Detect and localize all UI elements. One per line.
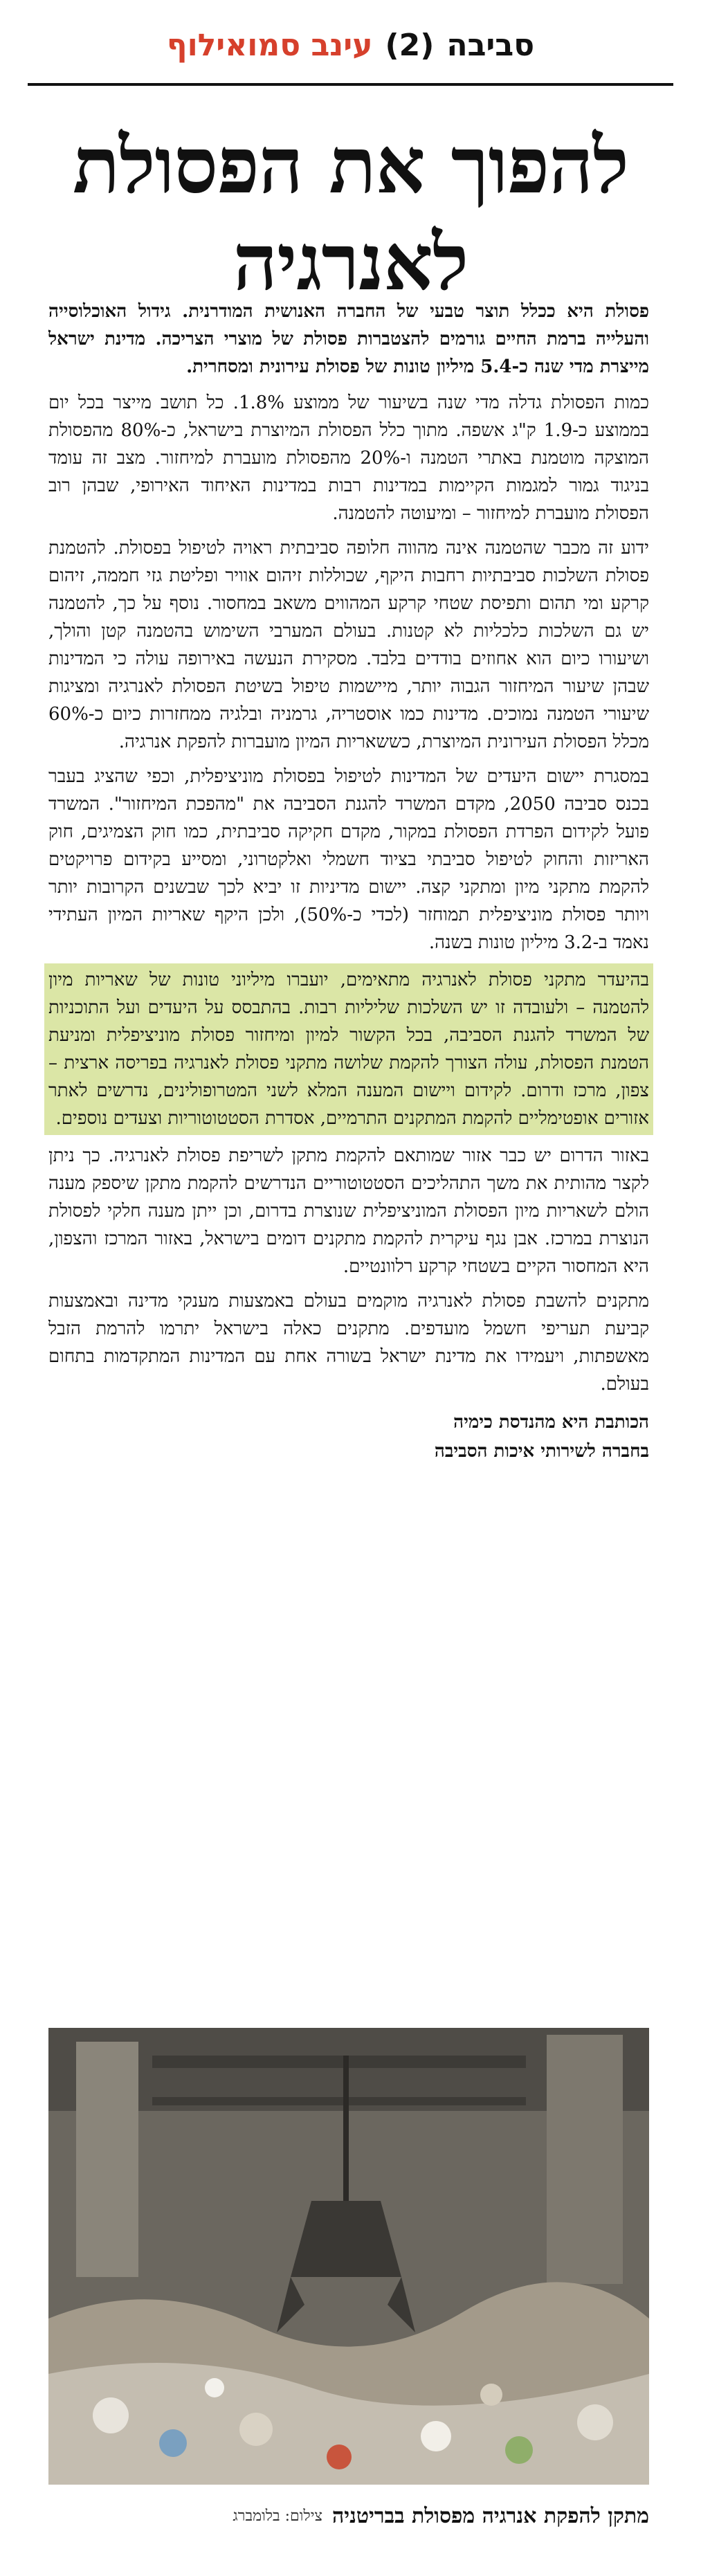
waste-facility-photo <box>48 2028 649 2485</box>
author-name: עינב סמואילוף <box>166 27 373 63</box>
headline-line-1: להפוך את הפסולת <box>72 120 628 211</box>
paragraph-2: ידוע זה מכבר שהטמנה אינה מהווה חלופה סביבתית ראויה לטיפול בפסולת. להטמנת פסולת השלכות סביבתיות רחבות היקף, שכוללות זיהום אוויר ופליטת גזי חממה, זיהום קרקע ומי תהום ותפיסת שטחי קרקע המהווים משאב במחסור. נוסף על כך, להטמנה יש גם השלכות כלכליות לא קטנות. בעולם המערבי השימוש בהטמנה קטן והולך, ושיעורו כיום הוא אחוזים בודדים בלבד. מסקירת הנעשה באירופה עולה כי המדינות שבהן שיעור המיחזור הגבוה יותר, מיישמות טיפול בשיטת הפסולת לאנרגיה ומציגות שיעורי הטמנה נמוכים. מדינות כמו אוסטריה, גרמניה ובלגיה ממחזרות כיום כ-60% מכלל הפסולת העירונית המיוצרת, כששאריות המיון מועברות להפקת אנרגיה. <box>48 538 649 752</box>
headline-line-2: לאנרגיה <box>233 217 468 308</box>
paragraph-5: באזור הדרום יש כבר אזור שמותאם להקמת מתקן לשריפת פסולת לאנרגיה. כך ניתן לקצר מהותית את משך התהליכים הסטטוטוריים הנדרשים להקמת מתקן שיספק מענה הולם לשאריות מיון הפסולת המוניציפלית שנוצרת בדרום, וכן ייתן מענה חלקי לפסולת הנוצרת במרכז. אבן נגף עיקרית להקמת מתקנים דומים בישראל, באזור המרכז והצפון, היא המחסור הקיים בשטחי קרקע רלוונטיים. <box>48 1145 649 1277</box>
signature-line-1: הכותבת היא מהנדסת כימיה <box>453 1412 649 1433</box>
article-headline <box>28 118 673 311</box>
article-body <box>48 298 649 1466</box>
paragraph-6: מתקנים להשבת פסולת לאנרגיה מוקמים בעולם באמצעות מענקי מדינה ובאמצעות קביעת תעריפי חשמל מועדפים. מתקנים כאלה בישראל יתרמו להרמת הזבל מאשפתות, ויעמידו את מדינת ישראל בשורה אחת עם המדינות המתקדמות בתחום בעולם. <box>48 1291 649 1395</box>
photo-caption <box>48 2495 649 2537</box>
section-number: (2) <box>385 27 435 63</box>
photo-illustration <box>48 2028 649 2485</box>
paragraph-3: במסגרת יישום היעדים של המדינות לטיפול בפסולת מוניציפלית, וכפי שהציג בעבר בכנס סביבה 2050, מקדם המשרד להגנת הסביבה את "מהפכת המיחזור". המשרד פועל לקידום הפרדת הפסולת במקור, מקדם חקיקה סביבתית, כמו חוק הצמיגים, חוק האריזות והחוק לטיפול סביבתי בציוד חשמלי ואלקטרוני, ומסייע בקידום פרויקטים להקמת מתקני מיון ומתקני קצה. יישום מדיניות זו יביא לכך שבשנים הקרובות יותר ויותר פסולת מוניציפלית תמוחזר (לכדי כ-50%), ולכן היקף שאריות המיון העתידי נאמד ב-3.2 מיליון טונות בשנה. <box>48 766 650 953</box>
section-header <box>42 14 659 76</box>
article-lead: פסולת היא ככלל תוצר טבעי של החברה האנושית המודרנית. גידול האוכלוסייה והעלייה ברמת החיים גורמים להצטברות פסולת של מוצרי הצריכה. מדינת ישראל מייצרת מדי שנה כ-5.4 מיליון טונות של פסולת עירונית ומסחרית. <box>48 301 649 377</box>
paragraph-1: כמות הפסולת גדלה מדי שנה בשיעור של ממוצע 1.8%. כל תושב מייצר בכל יום בממוצע כ-1.9 ק"ג אשפה. מתוך כלל הפסולת המיוצרת בישראל, כ-80% מהפסולת המוצקה מוטמנת באתרי הטמנה ו-20% מהפסולת מועברת למיחזור. מצב זה עומד בניגוד גמור למגמות הקיימות במדינות רבות במדינות האיחוד האירופי, שבהן רוב הפסולת מועברת למיחזור – ומיעוטה להטמנה. <box>48 392 649 524</box>
signature-line-2: בחברה לשירותי איכות הסביבה <box>434 1441 649 1462</box>
section-name: סביבה <box>446 27 535 63</box>
author-signature <box>48 1408 649 1466</box>
caption-text: מתקן להפקת אנרגיה מפסולת בבריטניה <box>332 2503 649 2528</box>
highlighted-paragraph: בהיעדר מתקני פסולת לאנרגיה מתאימים, יועברו מיליוני טונות של שאריות מיון להטמנה – ולעובדה זו יש השלכות שליליות רבות. בהתבסס על היעדים ועל התוכניות של המשרד להגנת הסביבה, בכל הקשור למיון ומיחזור פסולת מוניציפלית ומניעת הטמנת הפסולת, עולה הצורך להקמת שלושה מתקני פסולת לאנרגיה בפריסה ארצית – צפון, מרכז ודרום. לקידום ויישום המענה המלא לשני המטרופולינים, נדרשים לאתר אזורים אופטימליים להקמת המתקנים התרמיים, אסדרת הסטטוטוריות וצעדים נוספים. <box>44 963 653 1135</box>
header-divider <box>28 83 673 86</box>
photo-credit: צילום: בלומברג <box>233 2507 323 2525</box>
